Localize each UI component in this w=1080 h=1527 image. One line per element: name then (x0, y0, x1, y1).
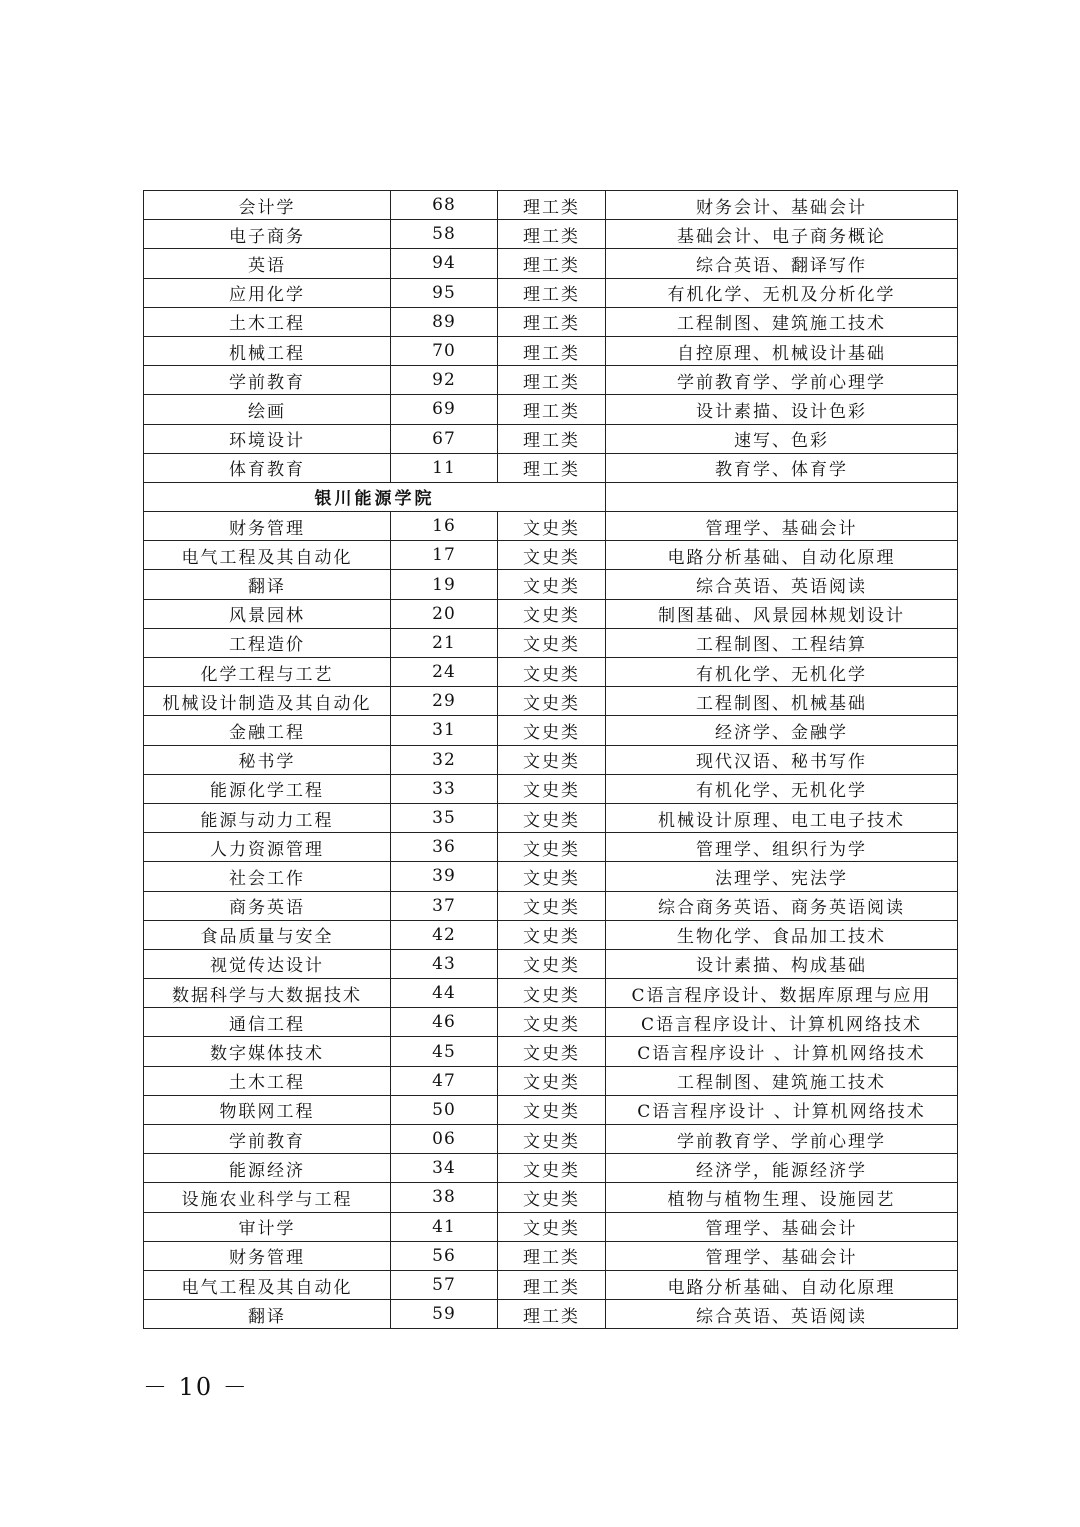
major-name-cell: 绘画 (144, 395, 391, 424)
category-cell: 理工类 (498, 453, 606, 482)
table-row (144, 949, 958, 978)
category-cell: 文史类 (498, 658, 606, 687)
major-code-cell: 59 (391, 1300, 498, 1329)
major-name-cell: 学前教育 (144, 1125, 391, 1154)
major-name-cell: 土木工程 (144, 307, 391, 336)
table-row (144, 336, 958, 365)
major-code-cell: 56 (391, 1241, 498, 1270)
table-row (144, 366, 958, 395)
exam-subjects-cell: 教育学、体育学 (606, 453, 958, 482)
category-cell: 文史类 (498, 833, 606, 862)
table-row (144, 278, 958, 307)
category-cell: 文史类 (498, 862, 606, 891)
major-code-cell: 42 (391, 920, 498, 949)
table-row (144, 1270, 958, 1299)
exam-subjects-cell: 学前教育学、学前心理学 (606, 366, 958, 395)
category-cell: 文史类 (498, 512, 606, 541)
major-code-cell: 45 (391, 1037, 498, 1066)
major-code-cell: 21 (391, 628, 498, 657)
exam-subjects-cell: 综合英语、翻译写作 (606, 249, 958, 278)
exam-subjects-cell: 工程制图、工程结算 (606, 628, 958, 657)
category-cell: 文史类 (498, 1095, 606, 1124)
category-cell: 文史类 (498, 1008, 606, 1037)
major-name-cell: 数字媒体技术 (144, 1037, 391, 1066)
major-name-cell: 体育教育 (144, 453, 391, 482)
exam-subjects-cell: 植物与植物生理、设施园艺 (606, 1183, 958, 1212)
category-cell: 文史类 (498, 1125, 606, 1154)
major-name-cell: 电气工程及其自动化 (144, 1270, 391, 1299)
major-name-cell: 财务管理 (144, 512, 391, 541)
category-cell: 文史类 (498, 803, 606, 832)
major-name-cell: 能源经济 (144, 1154, 391, 1183)
category-cell: 理工类 (498, 366, 606, 395)
table-row (144, 570, 958, 599)
major-code-cell: 50 (391, 1095, 498, 1124)
major-name-cell: 翻译 (144, 570, 391, 599)
table-row (144, 220, 958, 249)
category-cell: 文史类 (498, 541, 606, 570)
category-cell: 文史类 (498, 774, 606, 803)
major-code-cell: 37 (391, 891, 498, 920)
section-title: 银川能源学院 (144, 482, 606, 511)
table-row (144, 920, 958, 949)
table-row (144, 745, 958, 774)
table-row (144, 1008, 958, 1037)
major-code-cell: 67 (391, 424, 498, 453)
exam-subjects-cell: 有机化学、无机化学 (606, 658, 958, 687)
category-cell: 理工类 (498, 191, 606, 220)
major-code-cell: 92 (391, 366, 498, 395)
major-code-cell: 58 (391, 220, 498, 249)
major-name-cell: 审计学 (144, 1212, 391, 1241)
major-code-cell: 46 (391, 1008, 498, 1037)
category-cell: 文史类 (498, 599, 606, 628)
exam-subjects-cell: 管理学、基础会计 (606, 1212, 958, 1241)
exam-subjects-cell: 有机化学、无机及分析化学 (606, 278, 958, 307)
exam-subjects-cell: 综合英语、英语阅读 (606, 570, 958, 599)
exam-subjects-cell: C语言程序设计、计算机网络技术 (606, 1008, 958, 1037)
category-cell: 文史类 (498, 949, 606, 978)
table-row (144, 1037, 958, 1066)
category-cell: 文史类 (498, 570, 606, 599)
category-cell: 理工类 (498, 1270, 606, 1299)
table-row (144, 599, 958, 628)
major-code-cell: 32 (391, 745, 498, 774)
major-name-cell: 会计学 (144, 191, 391, 220)
major-code-cell: 34 (391, 1154, 498, 1183)
major-code-cell: 17 (391, 541, 498, 570)
table-row (144, 628, 958, 657)
major-name-cell: 翻译 (144, 1300, 391, 1329)
major-name-cell: 视觉传达设计 (144, 949, 391, 978)
major-code-cell: 36 (391, 833, 498, 862)
exam-subjects-cell: 工程制图、机械基础 (606, 687, 958, 716)
major-name-cell: 能源与动力工程 (144, 803, 391, 832)
table-row (144, 1212, 958, 1241)
major-name-cell: 电气工程及其自动化 (144, 541, 391, 570)
table-row (144, 803, 958, 832)
exam-subjects-cell: 现代汉语、秘书写作 (606, 745, 958, 774)
major-name-cell: 秘书学 (144, 745, 391, 774)
table-row (144, 1300, 958, 1329)
major-name-cell: 风景园林 (144, 599, 391, 628)
table-row (144, 1183, 958, 1212)
table-row (144, 862, 958, 891)
major-code-cell: 06 (391, 1125, 498, 1154)
category-cell: 理工类 (498, 395, 606, 424)
major-code-cell: 24 (391, 658, 498, 687)
category-cell: 文史类 (498, 1212, 606, 1241)
category-cell: 文史类 (498, 1066, 606, 1095)
exam-subjects-cell: 管理学、基础会计 (606, 512, 958, 541)
table-row (144, 512, 958, 541)
major-code-cell: 47 (391, 1066, 498, 1095)
exam-subjects-cell: 有机化学、无机化学 (606, 774, 958, 803)
major-name-cell: 食品质量与安全 (144, 920, 391, 949)
major-code-cell: 19 (391, 570, 498, 599)
table-row (144, 1066, 958, 1095)
major-name-cell: 数据科学与大数据技术 (144, 979, 391, 1008)
major-name-cell: 化学工程与工艺 (144, 658, 391, 687)
category-cell: 文史类 (498, 716, 606, 745)
major-name-cell: 物联网工程 (144, 1095, 391, 1124)
major-code-cell: 41 (391, 1212, 498, 1241)
section-empty-cell (606, 482, 958, 511)
category-cell: 理工类 (498, 220, 606, 249)
major-name-cell: 土木工程 (144, 1066, 391, 1095)
category-cell: 文史类 (498, 687, 606, 716)
category-cell: 文史类 (498, 891, 606, 920)
exam-subjects-cell: 财务会计、基础会计 (606, 191, 958, 220)
table-row (144, 1241, 958, 1270)
category-cell: 文史类 (498, 628, 606, 657)
table-row (144, 395, 958, 424)
exam-subjects-cell: 管理学、组织行为学 (606, 833, 958, 862)
category-cell: 理工类 (498, 424, 606, 453)
major-code-cell: 95 (391, 278, 498, 307)
major-name-cell: 英语 (144, 249, 391, 278)
major-name-cell: 机械工程 (144, 336, 391, 365)
exam-subjects-cell: 法理学、宪法学 (606, 862, 958, 891)
exam-subjects-cell: 速写、色彩 (606, 424, 958, 453)
table-row (144, 1154, 958, 1183)
exam-subjects-cell: 综合商务英语、商务英语阅读 (606, 891, 958, 920)
category-cell: 理工类 (498, 307, 606, 336)
table-row (144, 716, 958, 745)
exam-subjects-cell: 设计素描、构成基础 (606, 949, 958, 978)
exam-subjects-cell: 工程制图、建筑施工技术 (606, 307, 958, 336)
major-code-cell: 89 (391, 307, 498, 336)
table-row (144, 453, 958, 482)
major-code-cell: 35 (391, 803, 498, 832)
exam-subjects-cell: 经济学，能源经济学 (606, 1154, 958, 1183)
exam-subjects-cell: C语言程序设计 、计算机网络技术 (606, 1037, 958, 1066)
table-row (144, 658, 958, 687)
major-name-cell: 财务管理 (144, 1241, 391, 1270)
exam-subjects-cell: 经济学、金融学 (606, 716, 958, 745)
major-code-cell: 38 (391, 1183, 498, 1212)
exam-subjects-cell: 制图基础、风景园林规划设计 (606, 599, 958, 628)
category-cell: 文史类 (498, 979, 606, 1008)
table-row (144, 424, 958, 453)
exam-subjects-cell: 学前教育学、学前心理学 (606, 1125, 958, 1154)
table-row (144, 891, 958, 920)
major-name-cell: 人力资源管理 (144, 833, 391, 862)
major-name-cell: 通信工程 (144, 1008, 391, 1037)
table-row (144, 307, 958, 336)
category-cell: 文史类 (498, 1183, 606, 1212)
table-row (144, 1095, 958, 1124)
major-code-cell: 16 (391, 512, 498, 541)
table-row (144, 833, 958, 862)
major-code-cell: 94 (391, 249, 498, 278)
exam-subjects-cell: 自控原理、机械设计基础 (606, 336, 958, 365)
table-row (144, 774, 958, 803)
major-name-cell: 设施农业科学与工程 (144, 1183, 391, 1212)
major-code-cell: 33 (391, 774, 498, 803)
major-name-cell: 环境设计 (144, 424, 391, 453)
exam-subjects-cell: 生物化学、食品加工技术 (606, 920, 958, 949)
page-number: － 10 － (143, 1373, 249, 1401)
admission-table (143, 190, 958, 1329)
exam-subjects-cell: C语言程序设计、数据库原理与应用 (606, 979, 958, 1008)
table-row (144, 687, 958, 716)
exam-subjects-cell: 电路分析基础、自动化原理 (606, 541, 958, 570)
table-row (144, 979, 958, 1008)
major-code-cell: 70 (391, 336, 498, 365)
category-cell: 理工类 (498, 1300, 606, 1329)
major-name-cell: 金融工程 (144, 716, 391, 745)
exam-subjects-cell: 管理学、基础会计 (606, 1241, 958, 1270)
major-code-cell: 44 (391, 979, 498, 1008)
major-code-cell: 57 (391, 1270, 498, 1299)
category-cell: 理工类 (498, 249, 606, 278)
major-name-cell: 社会工作 (144, 862, 391, 891)
table-row (144, 1125, 958, 1154)
major-code-cell: 43 (391, 949, 498, 978)
major-code-cell: 11 (391, 453, 498, 482)
major-name-cell: 工程造价 (144, 628, 391, 657)
major-name-cell: 学前教育 (144, 366, 391, 395)
category-cell: 文史类 (498, 920, 606, 949)
major-name-cell: 电子商务 (144, 220, 391, 249)
exam-subjects-cell: C语言程序设计 、计算机网络技术 (606, 1095, 958, 1124)
exam-subjects-cell: 机械设计原理、电工电子技术 (606, 803, 958, 832)
major-name-cell: 机械设计制造及其自动化 (144, 687, 391, 716)
exam-subjects-cell: 电路分析基础、自动化原理 (606, 1270, 958, 1299)
major-name-cell: 应用化学 (144, 278, 391, 307)
major-code-cell: 31 (391, 716, 498, 745)
category-cell: 文史类 (498, 1154, 606, 1183)
table-row (144, 541, 958, 570)
major-code-cell: 69 (391, 395, 498, 424)
major-name-cell: 商务英语 (144, 891, 391, 920)
category-cell: 理工类 (498, 336, 606, 365)
major-code-cell: 29 (391, 687, 498, 716)
section-header-row (144, 482, 958, 511)
major-name-cell: 能源化学工程 (144, 774, 391, 803)
major-code-cell: 68 (391, 191, 498, 220)
exam-subjects-cell: 综合英语、英语阅读 (606, 1300, 958, 1329)
exam-subjects-cell: 工程制图、建筑施工技术 (606, 1066, 958, 1095)
table-row (144, 191, 958, 220)
major-code-cell: 39 (391, 862, 498, 891)
exam-subjects-cell: 设计素描、设计色彩 (606, 395, 958, 424)
category-cell: 文史类 (498, 745, 606, 774)
category-cell: 理工类 (498, 1241, 606, 1270)
admission-table-body (144, 191, 958, 1329)
category-cell: 理工类 (498, 278, 606, 307)
exam-subjects-cell: 基础会计、电子商务概论 (606, 220, 958, 249)
major-code-cell: 20 (391, 599, 498, 628)
category-cell: 文史类 (498, 1037, 606, 1066)
table-row (144, 249, 958, 278)
